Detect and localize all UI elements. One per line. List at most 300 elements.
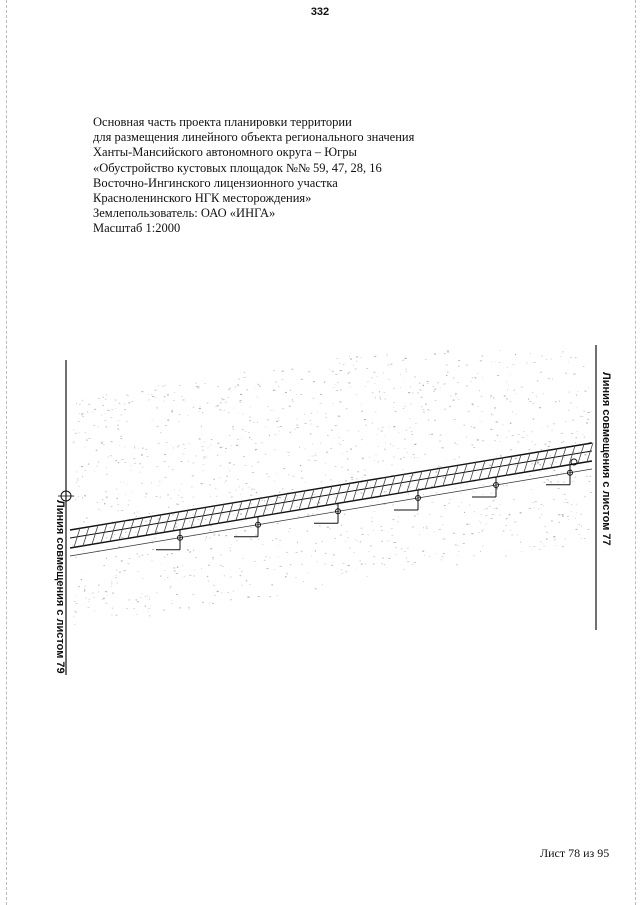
terrain-speckle-dot bbox=[565, 422, 566, 423]
terrain-speckle-dot bbox=[157, 407, 158, 408]
terrain-speckle-dot bbox=[425, 359, 427, 360]
terrain-speckle-dot bbox=[123, 537, 124, 538]
terrain-speckle-dot bbox=[576, 407, 577, 408]
terrain-speckle-dot bbox=[272, 584, 273, 585]
terrain-speckle-dot bbox=[334, 538, 336, 539]
terrain-speckle-dot bbox=[145, 596, 147, 597]
terrain-speckle-dot bbox=[316, 503, 317, 504]
terrain-speckle-dot bbox=[382, 461, 384, 462]
terrain-speckle-dot bbox=[584, 411, 585, 412]
hatch-line bbox=[344, 483, 350, 502]
terrain-speckle-dot bbox=[106, 497, 108, 498]
terrain-speckle-dot bbox=[580, 514, 582, 515]
terrain-speckle-dot bbox=[409, 487, 411, 488]
terrain-speckle-dot bbox=[103, 444, 105, 445]
terrain-speckle-dot bbox=[477, 373, 479, 374]
corridor-edge bbox=[70, 469, 592, 556]
terrain-speckle-dot bbox=[116, 489, 117, 490]
terrain-speckle-dot bbox=[558, 488, 560, 489]
terrain-speckle-dot bbox=[548, 446, 550, 447]
terrain-speckle-dot bbox=[381, 530, 383, 531]
terrain-speckle-dot bbox=[512, 435, 514, 436]
terrain-speckle-dot bbox=[491, 414, 492, 415]
terrain-speckle-dot bbox=[482, 546, 484, 547]
terrain-speckle-dot bbox=[213, 534, 215, 535]
terrain-speckle-dot bbox=[340, 534, 342, 535]
terrain-speckle-dot bbox=[580, 416, 582, 417]
terrain-speckle-dot bbox=[533, 403, 534, 404]
terrain-speckle-dot bbox=[576, 395, 577, 396]
hatch-line bbox=[371, 479, 377, 498]
terrain-speckle-dot bbox=[461, 493, 463, 494]
terrain-speckle-dot bbox=[431, 410, 432, 411]
terrain-speckle-dot bbox=[583, 416, 584, 417]
terrain-speckle-dot bbox=[163, 610, 165, 611]
terrain-speckle-dot bbox=[319, 525, 320, 526]
terrain-speckle-dot bbox=[563, 457, 565, 458]
terrain-speckle-dot bbox=[463, 534, 465, 535]
terrain-speckle-dot bbox=[528, 399, 529, 400]
terrain-speckle-dot bbox=[82, 476, 83, 477]
terrain-speckle-dot bbox=[235, 476, 237, 477]
terrain-speckle-dot bbox=[122, 459, 124, 460]
terrain-speckle-dot bbox=[174, 571, 176, 572]
terrain-speckle-dot bbox=[81, 415, 82, 416]
terrain-speckle-dot bbox=[414, 515, 416, 516]
terrain-speckle-dot bbox=[274, 434, 276, 435]
terrain-speckle-dot bbox=[275, 390, 277, 391]
terrain-speckle-dot bbox=[531, 489, 532, 490]
terrain-speckle-dot bbox=[244, 530, 246, 531]
terrain-speckle-dot bbox=[520, 542, 521, 543]
terrain-speckle-dot bbox=[315, 453, 316, 454]
terrain-speckle-dot bbox=[238, 379, 239, 380]
terrain-speckle-dot bbox=[371, 378, 373, 379]
hatch-line bbox=[578, 444, 584, 463]
terrain-speckle-dot bbox=[252, 472, 254, 473]
terrain-speckle-dot bbox=[348, 430, 350, 431]
terrain-speckle-dot bbox=[298, 516, 299, 517]
terrain-speckle-dot bbox=[308, 460, 309, 461]
terrain-speckle-dot bbox=[138, 556, 140, 557]
terrain-speckle-dot bbox=[287, 573, 288, 574]
terrain-speckle-dot bbox=[85, 432, 87, 433]
terrain-speckle-dot bbox=[233, 591, 234, 592]
terrain-speckle-dot bbox=[395, 555, 397, 556]
terrain-speckle-dot bbox=[532, 431, 533, 432]
terrain-speckle-dot bbox=[433, 531, 434, 532]
terrain-speckle-dot bbox=[340, 444, 342, 445]
terrain-speckle-dot bbox=[314, 460, 316, 461]
terrain-speckle-dot bbox=[282, 488, 283, 489]
terrain-speckle-dot bbox=[568, 519, 569, 520]
terrain-speckle-dot bbox=[333, 555, 335, 556]
terrain-speckle-dot bbox=[506, 518, 508, 519]
terrain-speckle-dot bbox=[514, 390, 515, 391]
terrain-speckle-dot bbox=[484, 509, 485, 510]
terrain-speckle-dot bbox=[444, 409, 446, 410]
terrain-speckle-dot bbox=[228, 389, 230, 390]
terrain-speckle-dot bbox=[201, 483, 203, 484]
terrain-speckle-dot bbox=[405, 430, 407, 431]
terrain-speckle-dot bbox=[297, 542, 298, 543]
terrain-speckle-dot bbox=[392, 505, 394, 506]
terrain-speckle-dot bbox=[482, 440, 484, 441]
terrain-speckle-dot bbox=[226, 476, 227, 477]
terrain-speckle-dot bbox=[152, 420, 153, 421]
terrain-speckle-dot bbox=[239, 568, 240, 569]
terrain-speckle-dot bbox=[308, 371, 310, 372]
terrain-speckle-dot bbox=[94, 425, 96, 426]
terrain-speckle-dot bbox=[164, 454, 166, 455]
terrain-speckle-dot bbox=[136, 516, 138, 517]
terrain-speckle-dot bbox=[510, 449, 512, 450]
title-line: Землепользователь: ОАО «ИНГА» bbox=[93, 206, 276, 221]
terrain-speckle-dot bbox=[79, 486, 80, 487]
terrain-speckle-dot bbox=[540, 372, 542, 373]
terrain-speckle-dot bbox=[274, 368, 275, 369]
terrain-speckle-dot bbox=[77, 478, 78, 479]
terrain-speckle-dot bbox=[292, 399, 293, 400]
terrain-speckle-dot bbox=[203, 456, 205, 457]
hatch-line bbox=[569, 446, 575, 465]
terrain-speckle-dot bbox=[464, 425, 466, 426]
terrain-speckle-dot bbox=[261, 442, 263, 443]
terrain-speckle-dot bbox=[569, 392, 570, 393]
terrain-speckle-dot bbox=[193, 463, 195, 464]
terrain-speckle-dot bbox=[202, 470, 203, 471]
terrain-speckle-dot bbox=[489, 465, 491, 466]
terrain-speckle-dot bbox=[220, 403, 222, 404]
terrain-speckle-dot bbox=[184, 576, 185, 577]
terrain-speckle-dot bbox=[545, 526, 546, 527]
terrain-speckle-dot bbox=[122, 560, 123, 561]
terrain-speckle-dot bbox=[542, 428, 543, 429]
terrain-speckle-dot bbox=[573, 373, 575, 374]
terrain-speckle-dot bbox=[209, 485, 211, 486]
terrain-speckle-dot bbox=[517, 442, 519, 443]
terrain-speckle-dot bbox=[237, 385, 239, 386]
terrain-speckle-dot bbox=[189, 443, 190, 444]
terrain-speckle-dot bbox=[311, 424, 312, 425]
terrain-speckle-dot bbox=[250, 407, 251, 408]
terrain-speckle-dot bbox=[553, 423, 555, 424]
terrain-speckle-dot bbox=[208, 565, 210, 566]
terrain-speckle-dot bbox=[176, 594, 177, 595]
hatch-line bbox=[83, 527, 89, 546]
terrain-speckle-dot bbox=[115, 556, 117, 557]
terrain-speckle-dot bbox=[549, 378, 550, 379]
terrain-speckle-dot bbox=[269, 476, 270, 477]
terrain-speckle-dot bbox=[563, 441, 564, 442]
terrain-speckle-dot bbox=[348, 382, 350, 383]
terrain-speckle-dot bbox=[92, 412, 93, 413]
hatch-line bbox=[191, 509, 197, 528]
terrain-speckle-dot bbox=[466, 365, 468, 366]
terrain-speckle-dot bbox=[136, 599, 137, 600]
terrain-speckle-dot bbox=[86, 598, 87, 599]
terrain-speckle-dot bbox=[382, 541, 383, 542]
terrain-speckle-dot bbox=[360, 560, 361, 561]
terrain-speckle-dot bbox=[372, 392, 373, 393]
terrain-speckle-dot bbox=[167, 554, 168, 555]
terrain-speckle-dot bbox=[76, 403, 77, 404]
terrain-speckle-dot bbox=[135, 532, 136, 533]
terrain-speckle-dot bbox=[539, 549, 540, 550]
terrain-speckle-dot bbox=[508, 431, 509, 432]
terrain-speckle-dot bbox=[230, 599, 232, 600]
terrain-speckle-dot bbox=[147, 554, 148, 555]
terrain-speckle-dot bbox=[295, 577, 297, 578]
terrain-speckle-dot bbox=[311, 556, 312, 557]
terrain-speckle-dot bbox=[494, 407, 496, 408]
terrain-speckle-dot bbox=[458, 366, 459, 367]
terrain-speckle-dot bbox=[203, 464, 205, 465]
terrain-speckle-dot bbox=[417, 457, 418, 458]
terrain-speckle-dot bbox=[561, 442, 563, 443]
terrain-speckle-dot bbox=[393, 407, 394, 408]
terrain-speckle-dot bbox=[105, 399, 106, 400]
terrain-speckle-dot bbox=[315, 543, 316, 544]
terrain-speckle-dot bbox=[117, 583, 118, 584]
terrain-speckle-dot bbox=[118, 420, 120, 421]
terrain-speckle-dot bbox=[217, 443, 219, 444]
terrain-speckle-dot bbox=[84, 586, 86, 587]
terrain-speckle-dot bbox=[538, 508, 539, 509]
terrain-speckle-dot bbox=[330, 479, 331, 480]
terrain-speckle-dot bbox=[315, 589, 317, 590]
terrain-speckle-dot bbox=[157, 426, 159, 427]
terrain-speckle-dot bbox=[565, 499, 567, 500]
terrain-speckle-dot bbox=[366, 425, 367, 426]
terrain-speckle-dot bbox=[140, 463, 141, 464]
terrain-speckle-dot bbox=[269, 557, 270, 558]
terrain-speckle-dot bbox=[331, 511, 332, 512]
terrain-speckle-dot bbox=[317, 561, 318, 562]
terrain-speckle-dot bbox=[501, 535, 502, 536]
terrain-speckle-dot bbox=[249, 584, 251, 585]
terrain-speckle-dot bbox=[237, 439, 239, 440]
terrain-speckle-dot bbox=[493, 397, 494, 398]
terrain-speckle-dot bbox=[357, 471, 359, 472]
terrain-speckle-dot bbox=[222, 514, 223, 515]
terrain-speckle-dot bbox=[431, 486, 433, 487]
terrain-speckle-dot bbox=[473, 491, 474, 492]
terrain-speckle-dot bbox=[210, 444, 211, 445]
terrain-speckle-dot bbox=[466, 437, 467, 438]
terrain-speckle-dot bbox=[584, 538, 585, 539]
terrain-speckle-dot bbox=[273, 371, 275, 372]
terrain-speckle-dot bbox=[220, 465, 222, 466]
terrain-speckle-dot bbox=[215, 488, 216, 489]
terrain-speckle-dot bbox=[367, 381, 368, 382]
terrain-speckle-dot bbox=[210, 548, 212, 549]
terrain-speckle-dot bbox=[81, 466, 83, 467]
terrain-speckle-dot bbox=[120, 436, 122, 437]
terrain-speckle-dot bbox=[448, 490, 449, 491]
terrain-speckle-dot bbox=[75, 596, 76, 597]
terrain-speckle-dot bbox=[444, 539, 446, 540]
terrain-speckle-dot bbox=[127, 563, 129, 564]
terrain-speckle-dot bbox=[278, 545, 279, 546]
terrain-speckle-dot bbox=[177, 504, 179, 505]
terrain-speckle-dot bbox=[350, 387, 351, 388]
terrain-speckle-dot bbox=[395, 547, 397, 548]
terrain-speckle-dot bbox=[148, 394, 149, 395]
terrain-speckle-dot bbox=[331, 448, 332, 449]
terrain-speckle-dot bbox=[398, 432, 399, 433]
terrain-speckle-dot bbox=[211, 525, 213, 526]
terrain-speckle-dot bbox=[337, 382, 338, 383]
terrain-speckle-dot bbox=[142, 555, 144, 556]
terrain-speckle-dot bbox=[258, 596, 260, 597]
terrain-speckle-dot bbox=[83, 521, 85, 522]
terrain-speckle-dot bbox=[507, 389, 508, 390]
terrain-speckle-dot bbox=[491, 518, 493, 519]
terrain-speckle-dot bbox=[421, 397, 423, 398]
terrain-speckle-dot bbox=[553, 536, 555, 537]
terrain-speckle-dot bbox=[239, 505, 241, 506]
terrain-speckle-dot bbox=[162, 386, 164, 387]
terrain-speckle-dot bbox=[436, 553, 437, 554]
terrain-speckle-dot bbox=[418, 488, 420, 489]
terrain-speckle-dot bbox=[229, 435, 230, 436]
terrain-speckle-dot bbox=[513, 499, 515, 500]
terrain-speckle-dot bbox=[433, 391, 435, 392]
terrain-speckle-dot bbox=[391, 528, 392, 529]
terrain-speckle-dot bbox=[177, 495, 179, 496]
terrain-speckle-dot bbox=[104, 565, 105, 566]
terrain-speckle-dot bbox=[161, 564, 162, 565]
terrain-speckle-dot bbox=[141, 454, 143, 455]
terrain-speckle-dot bbox=[458, 360, 460, 361]
terrain-speckle-dot bbox=[316, 460, 317, 461]
terrain-speckle-dot bbox=[220, 555, 222, 556]
terrain-speckle-dot bbox=[443, 553, 444, 554]
hatch-line bbox=[245, 500, 251, 519]
terrain-speckle-dot bbox=[276, 538, 278, 539]
terrain-speckle-dot bbox=[419, 390, 421, 391]
terrain-speckle-dot bbox=[460, 487, 462, 488]
hatch-line bbox=[254, 498, 260, 517]
terrain-speckle-dot bbox=[111, 506, 113, 507]
terrain-speckle-dot bbox=[356, 569, 357, 570]
terrain-speckle-dot bbox=[379, 397, 381, 398]
terrain-speckle-dot bbox=[404, 551, 406, 552]
terrain-speckle-dot bbox=[339, 576, 340, 577]
terrain-speckle-dot bbox=[537, 461, 539, 462]
terrain-speckle-dot bbox=[195, 383, 197, 384]
terrain-speckle-dot bbox=[288, 455, 290, 456]
terrain-speckle-dot bbox=[398, 516, 399, 517]
terrain-speckle-dot bbox=[261, 500, 263, 501]
terrain-speckle-dot bbox=[164, 570, 166, 571]
terrain-speckle-dot bbox=[579, 534, 580, 535]
terrain-speckle-dot bbox=[221, 400, 222, 401]
terrain-speckle-dot bbox=[336, 390, 338, 391]
terrain-speckle-dot bbox=[289, 406, 291, 407]
terrain-speckle-dot bbox=[111, 583, 113, 584]
terrain-speckle-dot bbox=[455, 545, 457, 546]
terrain-speckle-dot bbox=[145, 606, 146, 607]
terrain-speckle-dot bbox=[402, 360, 403, 361]
terrain-speckle-dot bbox=[258, 384, 259, 385]
hatch-line bbox=[542, 450, 548, 469]
terrain-speckle-dot bbox=[197, 519, 199, 520]
hatch-line bbox=[308, 489, 314, 508]
terrain-speckle-dot bbox=[587, 465, 588, 466]
terrain-speckle-dot bbox=[101, 510, 102, 511]
terrain-speckle-dot bbox=[189, 575, 191, 576]
terrain-speckle-dot bbox=[93, 597, 95, 598]
terrain-speckle-dot bbox=[112, 608, 113, 609]
terrain-speckle-dot bbox=[307, 573, 308, 574]
terrain-speckle-dot bbox=[219, 477, 220, 478]
terrain-speckle-dot bbox=[331, 430, 332, 431]
terrain-speckle-dot bbox=[523, 482, 524, 483]
terrain-speckle-dot bbox=[492, 514, 493, 515]
terrain-speckle-dot bbox=[289, 509, 290, 510]
terrain-speckle-dot bbox=[101, 442, 103, 443]
terrain-speckle-dot bbox=[409, 476, 411, 477]
terrain-speckle-dot bbox=[536, 395, 537, 396]
terrain-speckle-dot bbox=[181, 497, 183, 498]
terrain-speckle-dot bbox=[192, 514, 194, 515]
terrain-speckle-dot bbox=[516, 393, 517, 394]
terrain-speckle-dot bbox=[584, 496, 586, 497]
terrain-speckle-dot bbox=[553, 499, 554, 500]
terrain-speckle-dot bbox=[412, 527, 414, 528]
terrain-speckle-dot bbox=[422, 551, 424, 552]
terrain-speckle-dot bbox=[492, 493, 494, 494]
terrain-speckle-dot bbox=[301, 551, 303, 552]
terrain-speckle-dot bbox=[555, 401, 556, 402]
terrain-speckle-dot bbox=[249, 487, 250, 488]
terrain-speckle-dot bbox=[155, 390, 157, 391]
terrain-speckle-dot bbox=[75, 499, 77, 500]
terrain-speckle-dot bbox=[246, 580, 247, 581]
terrain-speckle-dot bbox=[177, 447, 179, 448]
terrain-speckle-dot bbox=[455, 488, 457, 489]
terrain-speckle-dot bbox=[351, 477, 353, 478]
terrain-speckle-dot bbox=[550, 455, 552, 456]
terrain-speckle-dot bbox=[293, 401, 294, 402]
terrain-speckle-dot bbox=[249, 437, 250, 438]
terrain-speckle-dot bbox=[243, 558, 244, 559]
terrain-speckle-dot bbox=[387, 353, 388, 354]
terrain-speckle-dot bbox=[464, 512, 465, 513]
terrain-speckle-dot bbox=[436, 471, 438, 472]
terrain-speckle-dot bbox=[96, 450, 98, 451]
terrain-speckle-dot bbox=[373, 564, 375, 565]
terrain-speckle-dot bbox=[225, 480, 227, 481]
terrain-speckle-dot bbox=[110, 527, 111, 528]
terrain-speckle-dot bbox=[457, 545, 458, 546]
terrain-speckle-dot bbox=[276, 421, 278, 422]
terrain-speckle-dot bbox=[409, 418, 411, 419]
terrain-speckle-dot bbox=[182, 565, 183, 566]
terrain-speckle-dot bbox=[82, 400, 83, 401]
terrain-speckle-dot bbox=[76, 557, 78, 558]
terrain-speckle-dot bbox=[143, 578, 144, 579]
terrain-speckle-dot bbox=[241, 571, 242, 572]
terrain-speckle-dot bbox=[500, 455, 501, 456]
terrain-speckle-dot bbox=[372, 423, 373, 424]
terrain-speckle-dot bbox=[117, 425, 118, 426]
terrain-speckle-dot bbox=[305, 482, 306, 483]
terrain-speckle-dot bbox=[417, 514, 419, 515]
terrain-speckle-dot bbox=[292, 369, 294, 370]
